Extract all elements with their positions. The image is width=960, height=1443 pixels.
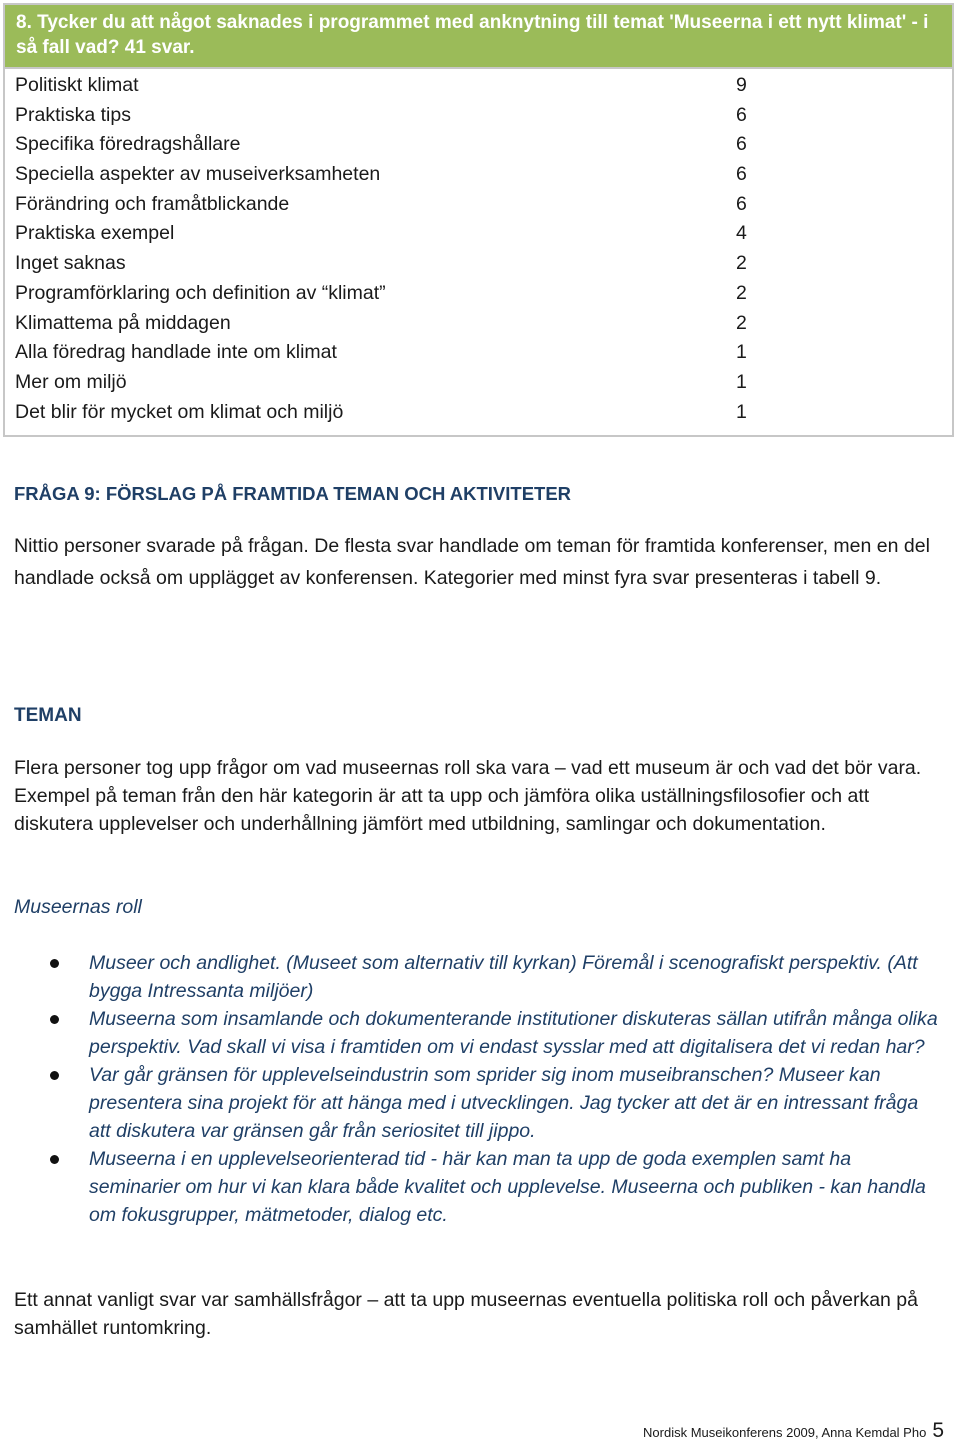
table-row (5, 309, 952, 339)
teman-heading: TEMAN (14, 705, 82, 726)
table-row (5, 219, 952, 249)
row-label: Speciella aspekter av museiverksamheten (15, 163, 381, 186)
section-heading: FRÅGA 9: FÖRSLAG PÅ FRAMTIDA TEMAN OCH AKTIVITETER (14, 483, 572, 504)
table-row (5, 71, 952, 101)
table-row (5, 338, 952, 368)
table-row (5, 101, 952, 131)
bullet-icon (50, 1015, 59, 1024)
row-count: 1 (736, 341, 747, 364)
row-count: 6 (736, 103, 747, 126)
list-item (14, 949, 944, 1005)
row-count: 6 (736, 163, 747, 186)
results-table (3, 3, 954, 437)
bullet-icon (50, 959, 59, 968)
table-row (5, 368, 952, 398)
row-count: 6 (736, 192, 747, 215)
row-count: 2 (736, 281, 747, 304)
bullet-icon (50, 1155, 59, 1164)
bullet-text: Museerna som insamlande och dokumenterande institutioner diskuteras sällan utifrån många olika perspektiv. Vad skall vi visa i framtiden om vi endast sysslar med att digitalisera det vi redan har? (89, 1008, 938, 1058)
row-label: Politiskt klimat (15, 74, 139, 96)
teman-paragraph: Flera personer tog upp frågor om vad museernas roll ska vara – vad ett museum är och vad det bör vara. Exempel på teman från den här kategorin är att ta upp och jämföra olika uställningsfilosofier och att diskutera upplevelser och underhållning jämfört med utbildning, samlingar och dokumentation. (14, 757, 922, 835)
bullet-icon (50, 1071, 59, 1080)
row-label: Förändring och framåtblickande (15, 192, 290, 215)
page-number: 5 (932, 1419, 944, 1442)
table-body (5, 71, 952, 435)
row-count: 1 (736, 400, 747, 423)
row-count: 1 (736, 370, 747, 393)
row-label: Specifika föredragshållare (15, 133, 241, 156)
footer-source: Nordisk Museikonferens 2009, Anna Kemdal Pho (643, 1425, 927, 1440)
museernas-roll-subheading: Museernas roll (14, 896, 142, 918)
row-label: Alla föredrag handlade inte om klimat (15, 341, 337, 364)
intro-paragraph: Nittio personer svarade på frågan. De flesta svar handlade om teman för framtida konferenser, men en del handlade också om upplägget av konferensen. Kategorier med minst fyra svar presenteras i tabell 9. (14, 535, 930, 589)
list-item (14, 1145, 944, 1229)
row-count: 9 (736, 74, 747, 96)
table-row (5, 279, 952, 309)
closing-paragraph: Ett annat vanligt svar var samhällsfrågor – att ta upp museernas eventuella politiska roll och påverkan på samhället runtomkring. (14, 1289, 918, 1339)
row-count: 2 (736, 311, 747, 334)
row-label: Det blir för mycket om klimat och miljö (15, 400, 344, 423)
row-count: 2 (736, 252, 747, 275)
row-count: 6 (736, 133, 747, 156)
row-label: Inget saknas (15, 252, 126, 275)
bullet-text: Museerna i en upplevelseorienterad tid - här kan man ta upp de goda exemplen samt ha seminarier om hur vi kan klara både kvalitet och upplevelse. Museerna och publiken - kan handla om fokusgrupper, mätmetoder, dialog etc. (89, 1148, 926, 1226)
table-header: 8. Tycker du att något saknades i programmet med anknytning till temat 'Museerna i ett nytt klimat' - i så fall vad? 41 svar. (5, 5, 952, 69)
table-row (5, 190, 952, 220)
bullet-text: Var går gränsen för upplevelseindustrin som sprider sig inom museibranschen? Museer kan presentera sina projekt för att hänga med i utvecklingen. Jag tycker att det är en intressant fråga att diskutera var gränsen går från seriositet till jippo. (89, 1064, 919, 1142)
bullet-text: Museer och andlighet. (Museet som alternativ till kyrkan) Föremål i scenografiskt perspektiv. (Att bygga Intressanta miljöer) (89, 952, 918, 1002)
roll-bullet-list (14, 949, 944, 1229)
row-label: Klimattema på middagen (15, 311, 231, 334)
page-footer (643, 1419, 944, 1443)
table-row (5, 160, 952, 190)
table-row (5, 249, 952, 279)
list-item (14, 1061, 944, 1145)
list-item (14, 1005, 944, 1061)
table-row (5, 398, 952, 428)
table-row (5, 130, 952, 160)
row-label: Praktiska tips (15, 103, 131, 126)
row-label: Mer om miljö (15, 370, 127, 393)
row-count: 4 (736, 222, 747, 245)
row-label: Praktiska exempel (15, 222, 175, 245)
row-label: Programförklaring och definition av “klimat” (15, 281, 386, 304)
